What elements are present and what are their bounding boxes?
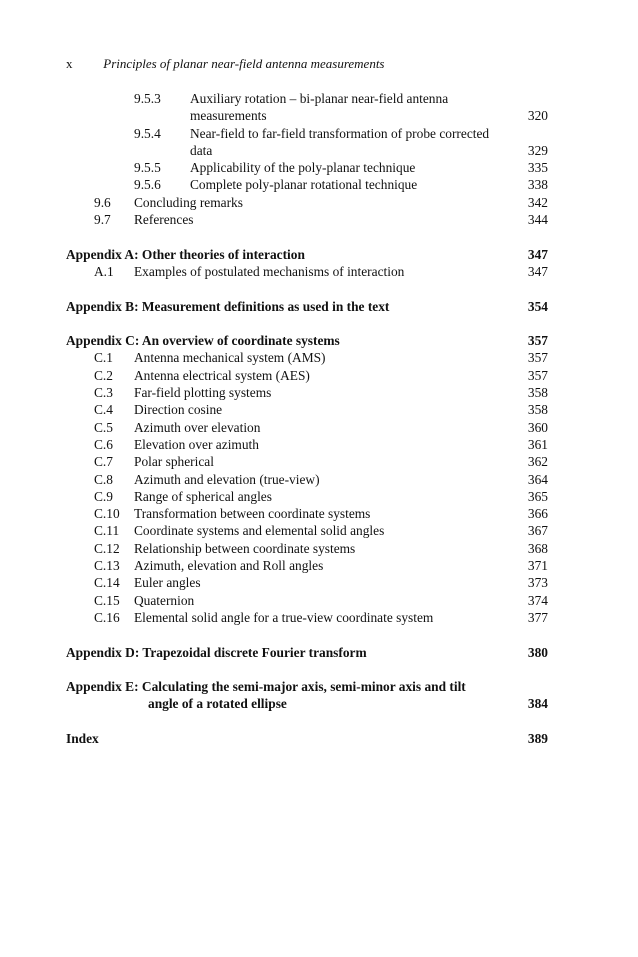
toc-entry-9-6 — [66, 194, 548, 211]
toc-entry-number: C.10 — [94, 506, 120, 522]
table-of-contents — [66, 90, 548, 747]
toc-entry-9-5-3-continued — [66, 107, 548, 124]
toc-entry-title: Examples of postulated mechanisms of interaction — [134, 263, 405, 279]
toc-entry-title-continued: measurements — [190, 108, 267, 124]
toc-entry-page: 368 — [527, 540, 548, 556]
toc-entry-title-continued: data — [190, 142, 213, 158]
toc-entry-title: Elevation over azimuth — [134, 436, 259, 452]
toc-entry-number: A.1 — [94, 263, 114, 279]
toc-entry-title: Antenna electrical system (AES) — [134, 367, 310, 383]
toc-entry-a-1 — [66, 263, 548, 280]
toc-spacer — [66, 713, 548, 730]
toc-entry-title: Complete poly-planar rotational technique — [190, 177, 418, 193]
toc-entry-title: Antenna mechanical system (AMS) — [134, 350, 326, 366]
toc-entry-number: 9.5.3 — [134, 91, 161, 106]
toc-entry-c-6 — [66, 436, 548, 453]
toc-entry-9-5-3 — [66, 90, 548, 107]
toc-entry-number: C.11 — [94, 523, 120, 539]
toc-spacer — [66, 315, 548, 332]
toc-appendix-page: 354 — [527, 298, 548, 314]
toc-entry-title: Concluding remarks — [134, 194, 243, 210]
toc-entry-title: Auxiliary rotation – bi-planar near-field antenna — [190, 91, 449, 106]
toc-entry-page: 347 — [527, 263, 548, 279]
toc-appendix-page: 357 — [527, 333, 548, 349]
page-folio: x — [66, 56, 73, 71]
toc-entry-title: References — [134, 212, 194, 228]
toc-entry-c-3 — [66, 384, 548, 401]
toc-entry-title: Quaternion — [134, 592, 195, 608]
toc-appendix-page: 347 — [527, 246, 548, 262]
toc-entry-c-12 — [66, 540, 548, 557]
toc-appendix-page: 384 — [527, 696, 548, 712]
toc-entry-page: 374 — [527, 592, 548, 608]
toc-entry-c-8 — [66, 471, 548, 488]
toc-entry-c-14 — [66, 574, 548, 591]
toc-entry-number: C.4 — [94, 402, 113, 418]
toc-appendix-title: Appendix D: Trapezoidal discrete Fourier transform — [66, 644, 367, 660]
toc-entry-number: C.9 — [94, 488, 113, 504]
toc-entry-number: C.16 — [94, 609, 120, 625]
toc-spacer — [66, 280, 548, 297]
toc-entry-page: 371 — [527, 558, 548, 574]
toc-entry-number: C.1 — [94, 350, 113, 366]
toc-entry-number: 9.5.6 — [134, 177, 161, 193]
toc-entry-page: 362 — [527, 454, 548, 470]
toc-entry-c-1 — [66, 349, 548, 366]
toc-spacer — [66, 626, 548, 643]
toc-entry-page: 342 — [527, 194, 548, 210]
toc-entry-title: Azimuth over elevation — [134, 419, 261, 435]
toc-entry-c-2 — [66, 367, 548, 384]
toc-entry-number: C.13 — [94, 558, 120, 574]
toc-entry-title: Coordinate systems and elemental solid angles — [134, 523, 385, 539]
toc-entry-title: Elemental solid angle for a true-view coordinate system — [134, 609, 434, 625]
page-header — [66, 56, 546, 72]
toc-entry-page: 361 — [527, 436, 548, 452]
toc-entry-page: 360 — [527, 419, 548, 435]
toc-entry-page: 357 — [527, 350, 548, 366]
toc-entry-c-4 — [66, 401, 548, 418]
toc-entry-number: C.3 — [94, 385, 113, 401]
toc-index — [66, 730, 548, 747]
toc-entry-9-5-5 — [66, 159, 548, 176]
toc-spacer — [66, 228, 548, 245]
toc-entry-number: C.14 — [94, 575, 120, 591]
toc-entry-page: 329 — [527, 142, 548, 158]
toc-entry-page: 344 — [527, 212, 548, 228]
toc-entry-c-16 — [66, 609, 548, 626]
toc-entry-c-7 — [66, 453, 548, 470]
toc-entry-page: 377 — [527, 609, 548, 625]
toc-entry-number: C.6 — [94, 436, 113, 452]
toc-entry-9-5-6 — [66, 176, 548, 193]
toc-entry-title: Applicability of the poly-planar technique — [190, 160, 416, 176]
toc-entry-title: Range of spherical angles — [134, 488, 272, 504]
toc-entry-9-5-4-continued — [66, 142, 548, 159]
toc-entry-c-10 — [66, 505, 548, 522]
toc-appendix-d — [66, 644, 548, 661]
toc-entry-number: C.8 — [94, 471, 113, 487]
toc-entry-c-9 — [66, 488, 548, 505]
toc-entry-title: Near-field to far-field transformation of probe corrected — [190, 125, 490, 141]
toc-entry-number: 9.5.5 — [134, 160, 161, 176]
toc-entry-title: Azimuth and elevation (true-view) — [134, 471, 320, 487]
toc-appendix-a — [66, 246, 548, 263]
toc-appendix-b — [66, 298, 548, 315]
toc-appendix-e — [66, 678, 548, 695]
toc-appendix-title: Appendix B: Measurement definitions as used in the text — [66, 298, 390, 314]
running-title: Principles of planar near-field antenna measurements — [103, 56, 385, 71]
toc-entry-number: 9.6 — [94, 194, 111, 210]
toc-entry-title: Azimuth, elevation and Roll angles — [134, 558, 324, 574]
toc-entry-title: Euler angles — [134, 575, 201, 591]
toc-entry-page: 366 — [527, 506, 548, 522]
toc-entry-title: Far-field plotting systems — [134, 385, 272, 401]
toc-entry-page: 367 — [527, 523, 548, 539]
toc-entry-c-13 — [66, 557, 548, 574]
toc-entry-page: 365 — [527, 488, 548, 504]
toc-entry-title: Direction cosine — [134, 402, 223, 418]
toc-appendix-title-continued: angle of a rotated ellipse — [148, 696, 287, 712]
toc-entry-page: 373 — [527, 575, 548, 591]
toc-entry-page: 364 — [527, 471, 548, 487]
toc-index-page: 389 — [527, 730, 548, 746]
toc-appendix-c — [66, 332, 548, 349]
toc-entry-c-15 — [66, 592, 548, 609]
toc-entry-number: C.2 — [94, 367, 113, 383]
toc-entry-number: C.15 — [94, 592, 120, 608]
toc-entry-9-5-4 — [66, 125, 548, 142]
toc-entry-number: C.5 — [94, 419, 113, 435]
toc-entry-page: 358 — [527, 402, 548, 418]
toc-appendix-title: Appendix C: An overview of coordinate systems — [66, 333, 340, 349]
toc-entry-page: 338 — [527, 177, 548, 193]
toc-entry-page: 358 — [527, 385, 548, 401]
toc-appendix-title: Appendix A: Other theories of interaction — [66, 246, 305, 262]
toc-spacer — [66, 661, 548, 678]
toc-entry-title: Relationship between coordinate systems — [134, 540, 356, 556]
toc-entry-number: C.12 — [94, 540, 120, 556]
toc-entry-c-11 — [66, 522, 548, 539]
toc-entry-number: 9.7 — [94, 212, 111, 228]
toc-entry-c-5 — [66, 419, 548, 436]
toc-entry-title: Transformation between coordinate systems — [134, 506, 371, 522]
toc-entry-9-7 — [66, 211, 548, 228]
toc-appendix-e-continued — [66, 695, 548, 712]
toc-appendix-title: Appendix E: Calculating the semi-major axis, semi-minor axis and tilt — [66, 679, 466, 695]
toc-entry-page: 357 — [527, 367, 548, 383]
toc-appendix-page: 380 — [527, 644, 548, 660]
toc-entry-page: 320 — [527, 108, 548, 124]
toc-entry-number: 9.5.4 — [134, 125, 161, 141]
toc-entry-title: Polar spherical — [134, 454, 214, 470]
toc-entry-number: C.7 — [94, 454, 113, 470]
toc-entry-page: 335 — [527, 160, 548, 176]
toc-index-title: Index — [66, 730, 99, 746]
